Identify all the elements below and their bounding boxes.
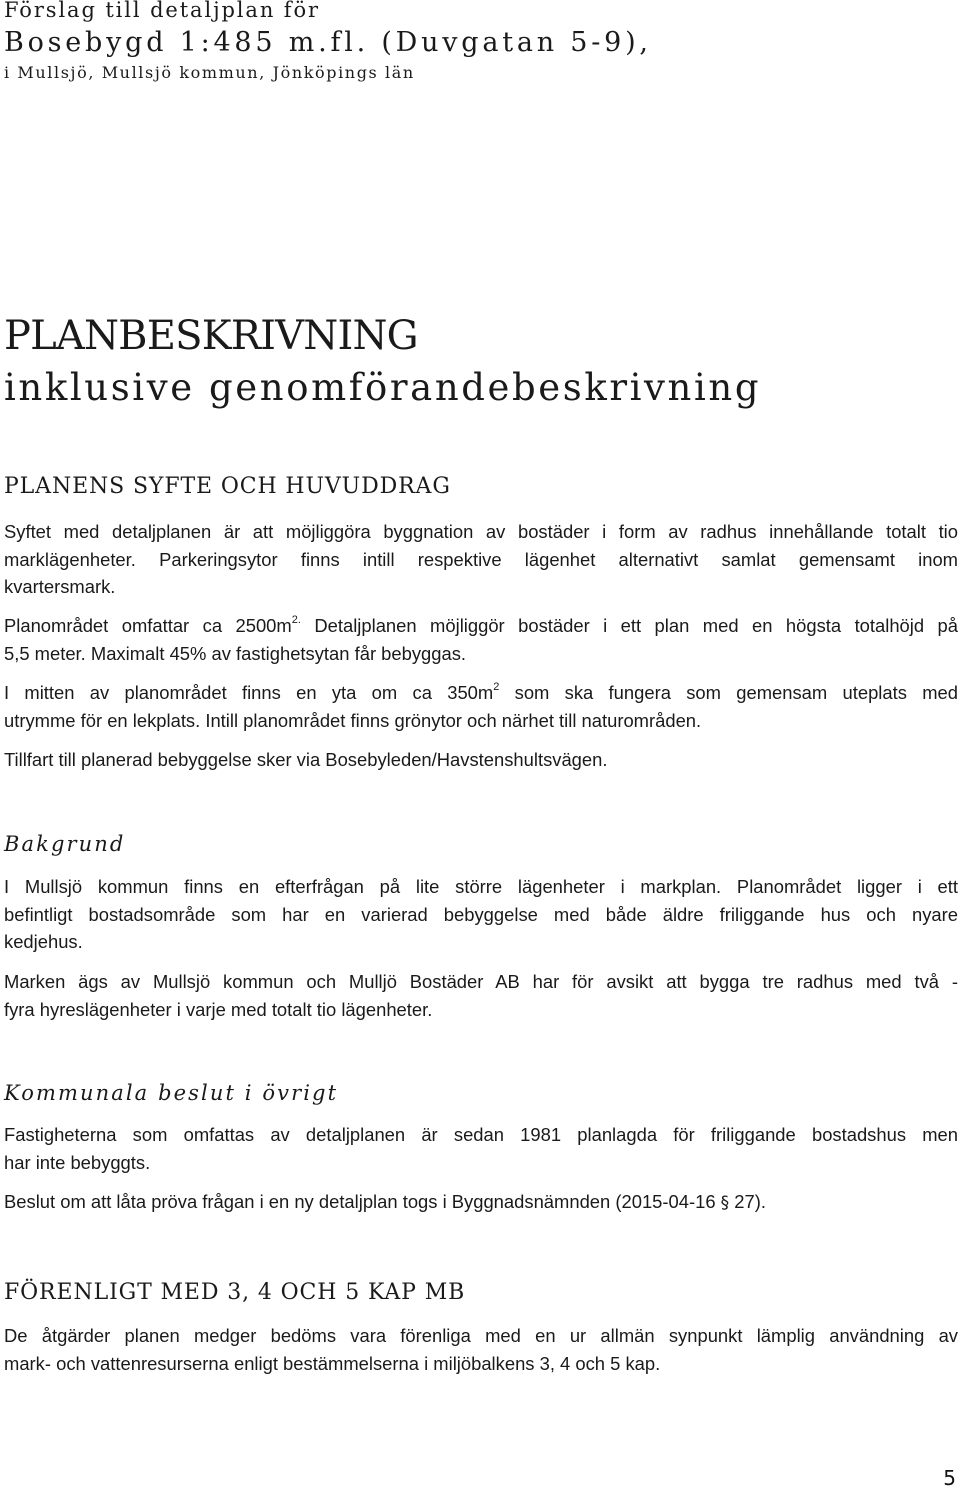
text-line: har inte bebyggts. — [4, 1151, 151, 1173]
section-heading-beslut: Kommunala beslut i övrigt — [4, 1081, 339, 1105]
superscript: 2. — [291, 613, 301, 626]
document-title: PLANBESKRIVNING — [4, 313, 418, 359]
section-heading-syfte: PLANENS SYFTE OCH HUVUDDRAG — [4, 474, 451, 499]
text-span: Planområdet omfattar ca 2500m — [4, 615, 292, 636]
section-heading-forenligt: FÖRENLIGT MED 3, 4 OCH 5 KAP MB — [4, 1280, 466, 1305]
header-line-3: i Mullsjö, Mullsjö kommun, Jönköpings län — [4, 63, 415, 82]
text-line — [4, 612, 958, 640]
paragraph-syfte-4: Tillfart till planerad bebyggelse sker via Bosebyleden/Havstenshultsvägen. — [4, 749, 608, 770]
section-heading-bakgrund: Bakgrund — [4, 832, 126, 856]
text-span: Detaljplanen möjliggör bostäder i ett plan med en högsta totalhöjd på — [300, 615, 958, 636]
text-line: marklägenheter. Parkeringsytor finns intill respektive lägenhet alternativt samlat gemensamt inom — [4, 548, 958, 570]
paragraph-syfte-2 — [4, 612, 958, 667]
text-line: kedjehus. — [4, 931, 83, 952]
text-line: befintligt bostadsområde som har en varierad bebyggelse med både äldre friliggande hus och nyare — [4, 903, 958, 925]
paragraph-syfte-3 — [4, 679, 958, 734]
paragraph-sign: § — [720, 1193, 730, 1213]
text-line: fyra hyreslägenheter i varje med totalt tio lägenheter. — [4, 998, 433, 1020]
document-subtitle: inklusive genomförandebeskrivning — [4, 366, 762, 409]
page-number: 5 — [943, 1466, 956, 1490]
text-span: I mitten av planområdet finns en yta om ca 350m — [4, 682, 494, 703]
text-line: Syftet med detaljplanen är att möjliggöra byggnation av bostäder i form av radhus innehållande totalt tio — [4, 521, 958, 542]
paragraph-beslut-2 — [4, 1188, 958, 1218]
text-line: De åtgärder planen medger bedöms vara förenliga med en ur allmän synpunkt lämplig användning av — [4, 1325, 958, 1346]
text-line: utrymme för en lekplats. Intill planområdet finns grönytor och närhet till naturområden. — [4, 709, 702, 731]
text-line: mark- och vattenresurserna enligt bestämmelserna i miljöbalkens 3, 4 och 5 kap. — [4, 1352, 661, 1374]
paragraph-bakgrund-1 — [4, 873, 958, 956]
text-line: Fastigheterna som omfattas av detaljplanen är sedan 1981 planlagda för friliggande bostadshus men — [4, 1124, 958, 1145]
header-line-1: Förslag till detaljplan för — [4, 0, 320, 22]
header-line-2: Bosebygd 1:485 m.fl. (Duvgatan 5-9), — [4, 27, 652, 58]
paragraph-syfte-1 — [4, 518, 958, 601]
text-line: kvartersmark. — [4, 576, 116, 597]
text-line — [4, 679, 958, 707]
text-span: 27). — [729, 1191, 766, 1212]
text-line: I Mullsjö kommun finns en efterfrågan på lite större lägenheter i markplan. Planområdet ligger i ett — [4, 876, 958, 897]
paragraph-bakgrund-2 — [4, 968, 958, 1023]
text-line: 5,5 meter. Maximalt 45% av fastighetsytan får bebyggas. — [4, 642, 467, 664]
text-span: som ska fungera som gemensam uteplats med — [499, 682, 958, 703]
paragraph-forenligt-1 — [4, 1322, 958, 1377]
text-span: Beslut om att låta pröva frågan i en ny detaljplan togs i Byggnadsnämnden (2015-04-16 — [4, 1191, 721, 1212]
paragraph-beslut-1 — [4, 1121, 958, 1176]
superscript: 2 — [493, 680, 500, 693]
text-line: Marken ägs av Mullsjö kommun och Mulljö Bostäder AB har för avsikt att bygga tre radhus med två - — [4, 971, 958, 992]
